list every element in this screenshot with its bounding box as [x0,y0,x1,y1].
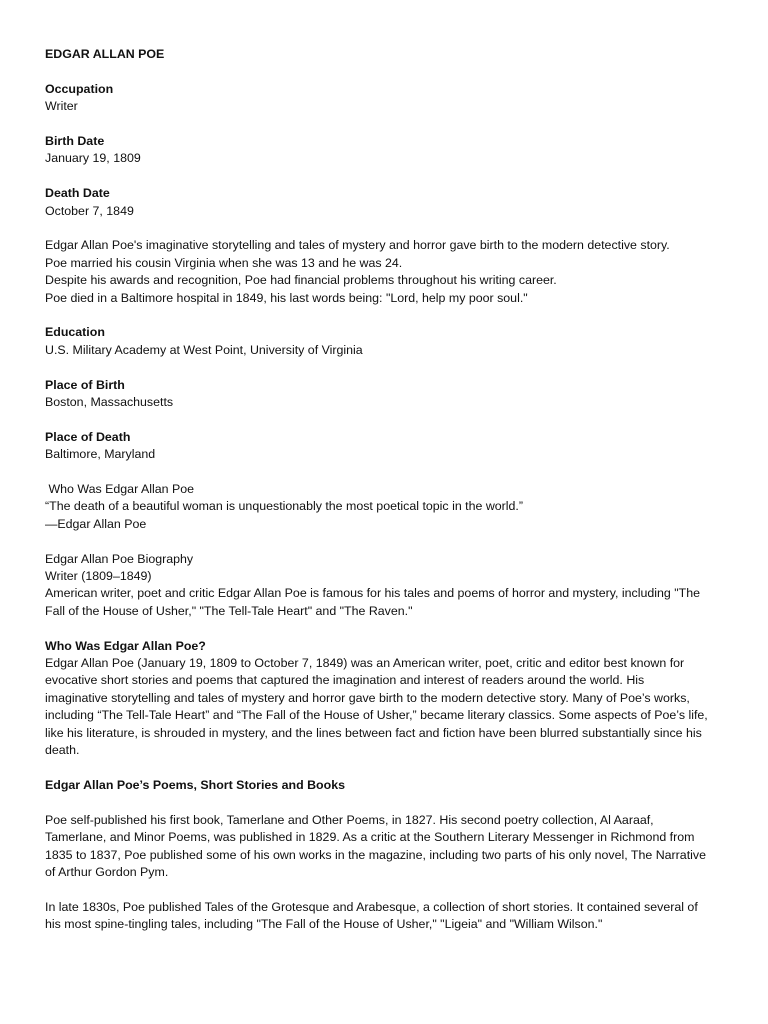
biography-subheading: Writer (1809–1849) [45,569,152,584]
biography-heading: Edgar Allan Poe Biography [45,551,194,566]
place-of-death-value: Baltimore, Maryland [45,447,156,462]
works-paragraph1-line: 1835 to 1837, Poe published some of his own works in the magazine, including two parts of his only novel, The Narrative [45,847,706,862]
place-of-birth-label: Place of Birth [45,377,125,392]
quote-text: “The death of a beautiful woman is unquestionably the most poetical topic in the world.” [45,499,524,514]
biography-line: American writer, poet and critic Edgar Allan Poe is famous for his tales and poems of horror and mystery, including "The [45,586,700,601]
death-date-value: October 7, 1849 [45,203,134,218]
works-section-heading: Edgar Allan Poe’s Poems, Short Stories and Books [45,777,345,792]
works-paragraph1-line: Tamerlane, and Minor Poems, was published in 1829. As a critic at the Southern Literary Messenger in Richmond from [45,830,695,845]
biography-line: Fall of the House of Usher," "The Tell-Tale Heart" and "The Raven." [45,603,413,618]
birth-date-value: January 19, 1809 [45,151,141,166]
who-section-heading: Who Was Edgar Allan Poe? [45,638,206,653]
occupation-value: Writer [45,99,78,114]
summary-line: Poe married his cousin Virginia when she was 13 and he was 24. [45,255,403,270]
education-label: Education [45,325,105,340]
works-paragraph1-line: Poe self-published his first book, Tamerlane and Other Poems, in 1827. His second poetry collection, Al Aaraaf, [45,812,654,827]
occupation-label: Occupation [45,81,114,96]
who-section-line: including “The Tell-Tale Heart” and “The Fall of the House of Usher,” became literary classics. Some aspects of Poe’s life, [45,708,708,723]
place-of-birth-value: Boston, Massachusetts [45,395,174,410]
who-section-line: imaginative storytelling and tales of mystery and horror gave birth to the modern detective story. Many of Poe’s works, [45,690,690,705]
death-date-label: Death Date [45,186,110,201]
document-title: EDGAR ALLAN POE [45,47,165,61]
works-paragraph2-line: his most spine-tingling tales, including "The Fall of the House of Usher," "Ligeia" and "William Wilson." [45,917,603,932]
quote-heading: Who Was Edgar Allan Poe [45,482,194,497]
who-section-line: Edgar Allan Poe (January 19, 1809 to October 7, 1849) was an American writer, poet, critic and editor best known for [45,656,685,671]
summary-line: Despite his awards and recognition, Poe had financial problems throughout his writing career. [45,273,557,288]
works-paragraph2-line: In late 1830s, Poe published Tales of the Grotesque and Arabesque, a collection of short stories. It contained several of [45,899,698,914]
summary-line: Poe died in a Baltimore hospital in 1849, his last words being: "Lord, help my poor soul." [45,290,528,305]
who-section-line: like his literature, is shrouded in mystery, and the lines between fact and fiction have been blurred substantially since his [45,725,702,740]
quote-attribution: —Edgar Allan Poe [45,516,147,531]
who-section-line: evocative short stories and poems that captured the imagination and interest of readers around the world. His [45,673,645,688]
document-page [45,46,735,934]
works-paragraph1-line: of Arthur Gordon Pym. [45,864,169,879]
birth-date-label: Birth Date [45,134,105,148]
place-of-death-label: Place of Death [45,429,131,444]
who-section-line: death. [45,743,80,758]
education-value: U.S. Military Academy at West Point, University of Virginia [45,342,363,357]
summary-line: Edgar Allan Poe's imaginative storytelling and tales of mystery and horror gave birth to the modern detective story. [45,238,670,253]
